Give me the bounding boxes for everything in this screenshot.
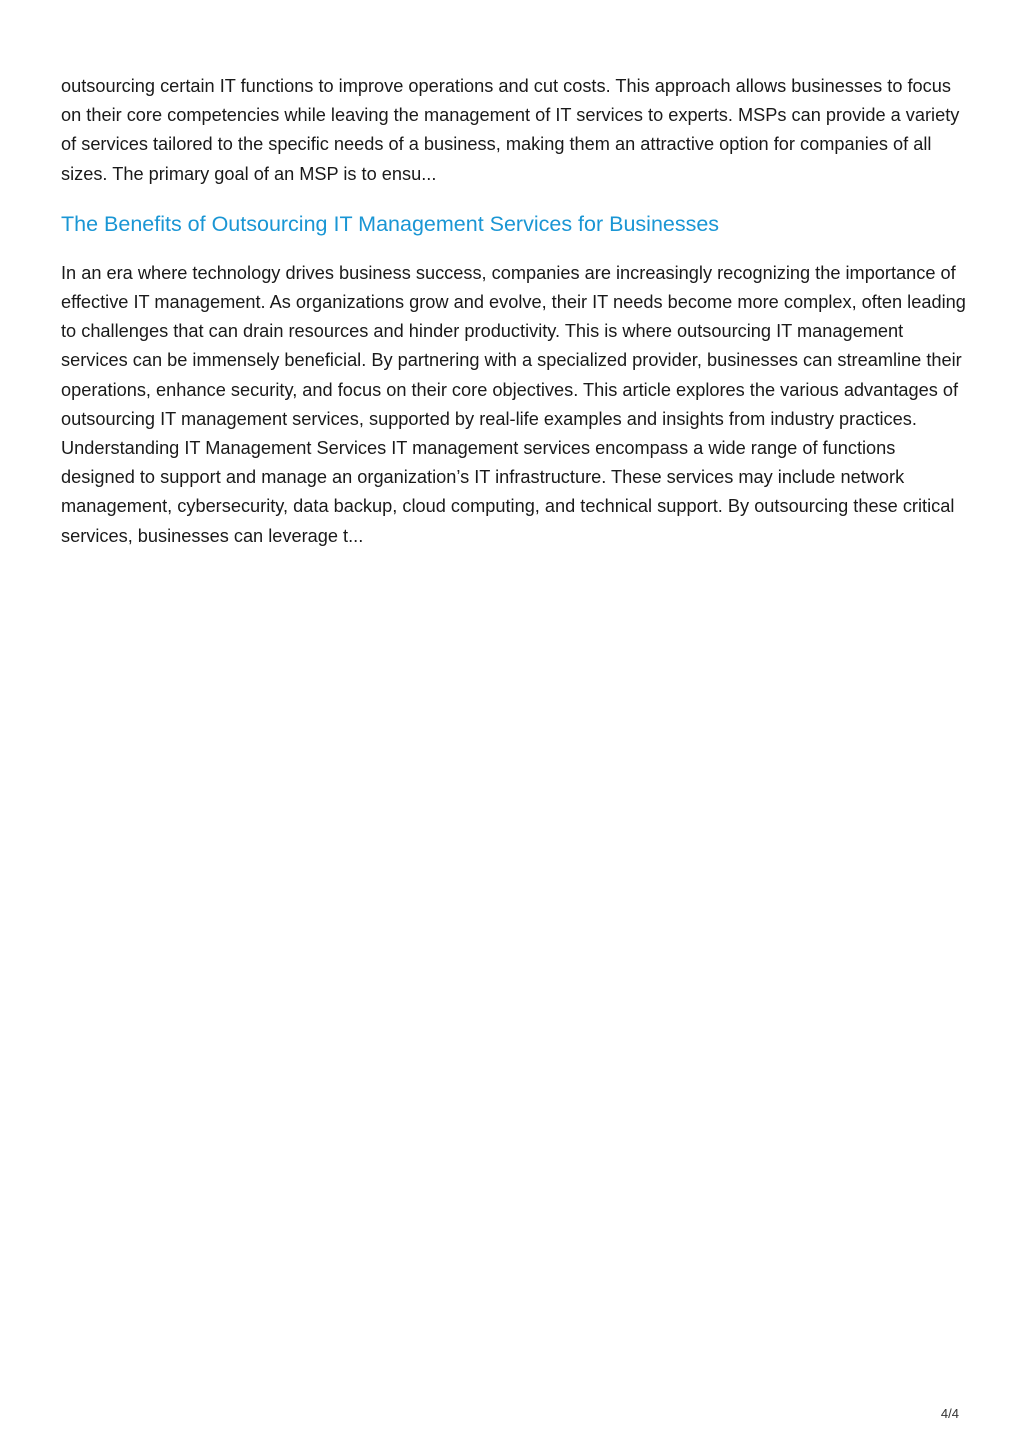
body-paragraph-intro: outsourcing certain IT functions to improve operations and cut costs. This approach allows businesses to focus on their core competencies while leaving the management of IT services to experts. MSPs can provide a variety of services tailored to the specific needs of a business, making them an attractive option for companies of all sizes. The primary goal of an MSP is to ensu... xyxy=(61,76,960,184)
document-page xyxy=(61,72,966,551)
section-heading: The Benefits of Outsourcing IT Management Services for Businesses xyxy=(61,211,720,236)
body-paragraph-benefits: In an era where technology drives business success, companies are increasingly recognizing the importance of effective IT management. As organizations grow and evolve, their IT needs become more complex, often leading to challenges that can drain resources and hinder productivity. This is where outsourcing IT management services can be immensely beneficial. By partnering with a specialized provider, businesses can streamline their operations, enhance security, and focus on their core objectives. This article explores the various advantages of outsourcing IT management services, supported by real-life examples and insights from industry practices. Understanding IT Management Services IT management services encompass a wide range of functions designed to support and manage an organization’s IT infrastructure. These services may include network management, cybersecurity, data backup, cloud computing, and technical support. By outsourcing these critical services, businesses can leverage t... xyxy=(61,262,966,546)
page-number: 4/4 xyxy=(940,1406,959,1421)
